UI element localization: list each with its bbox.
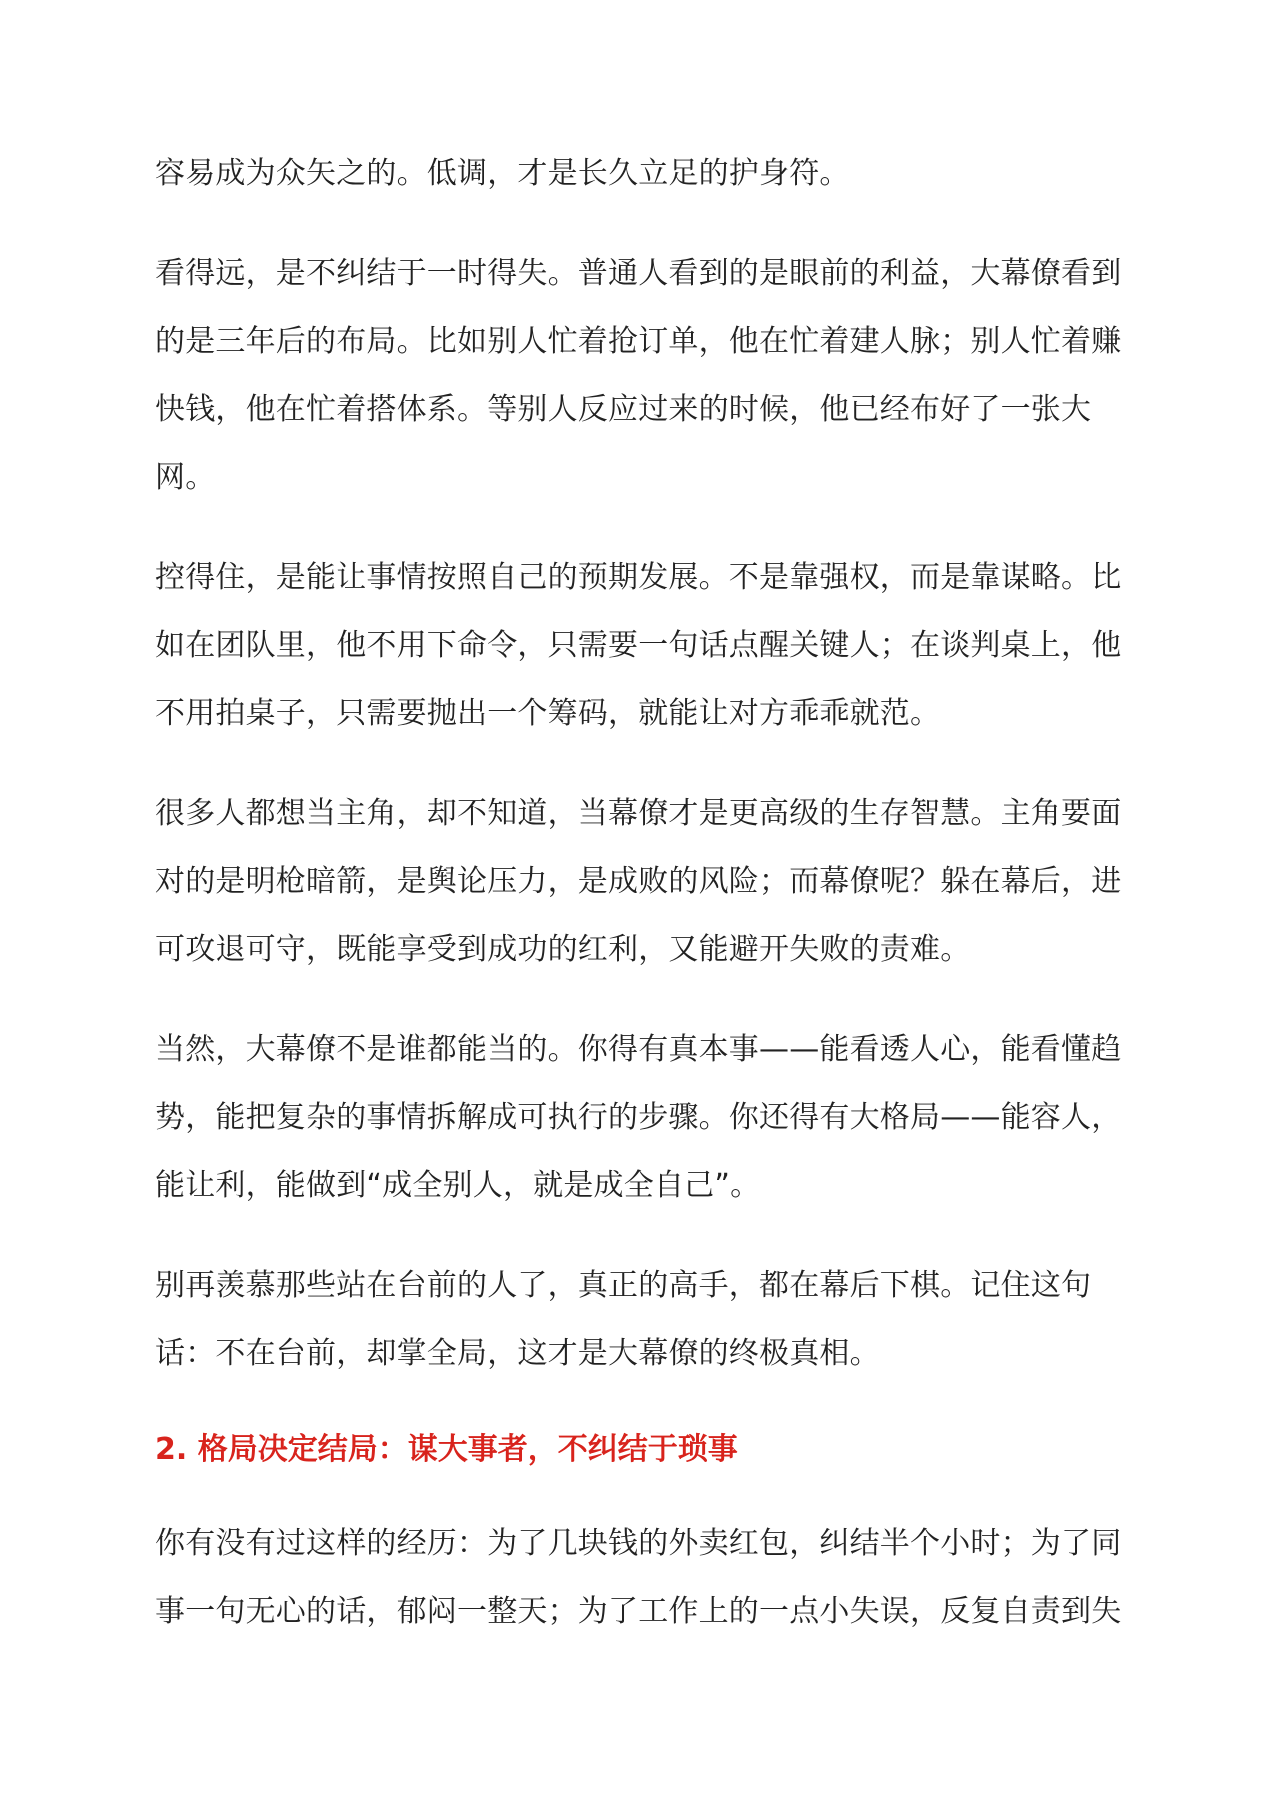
paragraph-line: 容易成为众矢之的。低调，才是长久立足的护身符。: [155, 156, 850, 191]
paragraph: [155, 140, 1135, 208]
paragraph-line: 快钱，他在忙着搭体系。等别人反应过来的时候，他已经布好了一张大: [155, 392, 1092, 427]
paragraph: [155, 1016, 1135, 1220]
paragraph-line: 不用拍桌子，只需要抛出一个筹码，就能让对方乖乖就范。: [155, 696, 941, 731]
paragraph: [155, 544, 1135, 748]
paragraph-line: 事一句无心的话，郁闷一整天；为了工作上的一点小失误，反复自责到失: [155, 1594, 1122, 1629]
paragraph-line: 话：不在台前，却掌全局，这才是大幕僚的终极真相。: [155, 1336, 880, 1371]
paragraph-line: 能让利，能做到“成全别人，就是成全自己”。: [155, 1168, 761, 1203]
paragraph-line: 网。: [155, 460, 216, 495]
paragraph: [155, 240, 1135, 512]
paragraph-line: 你有没有过这样的经历：为了几块钱的外卖红包，纠结半个小时；为了同: [155, 1526, 1122, 1561]
article-body: [155, 140, 1135, 1678]
paragraph-line: 对的是明枪暗箭，是舆论压力，是成败的风险；而幕僚呢？躲在幕后，进: [155, 864, 1122, 899]
paragraph: [155, 1510, 1135, 1646]
paragraph: [155, 780, 1135, 984]
paragraph-line: 如在团队里，他不用下命令，只需要一句话点醒关键人；在谈判桌上，他: [155, 628, 1122, 663]
paragraph-line: 别再羡慕那些站在台前的人了，真正的高手，都在幕后下棋。记住这句: [155, 1268, 1092, 1303]
paragraph-line: 控得住，是能让事情按照自己的预期发展。不是靠强权，而是靠谋略。比: [155, 560, 1122, 595]
paragraph-line: 很多人都想当主角，却不知道，当幕僚才是更高级的生存智慧。主角要面: [155, 796, 1122, 831]
section-heading: 2. 格局决定结局：谋大事者，不纠结于琐事: [155, 1432, 738, 1467]
paragraph: [155, 1252, 1135, 1388]
paragraph-line: 势，能把复杂的事情拆解成可执行的步骤。你还得有大格局——能容人，: [155, 1100, 1122, 1135]
paragraph-line: 的是三年后的布局。比如别人忙着抢订单，他在忙着建人脉；别人忙着赚: [155, 324, 1122, 359]
paragraph-line: 可攻退可守，既能享受到成功的红利，又能避开失败的责难。: [155, 932, 971, 967]
paragraph-line: 当然，大幕僚不是谁都能当的。你得有真本事——能看透人心，能看懂趋: [155, 1032, 1122, 1067]
paragraph-line: 看得远，是不纠结于一时得失。普通人看到的是眼前的利益，大幕僚看到: [155, 256, 1122, 291]
